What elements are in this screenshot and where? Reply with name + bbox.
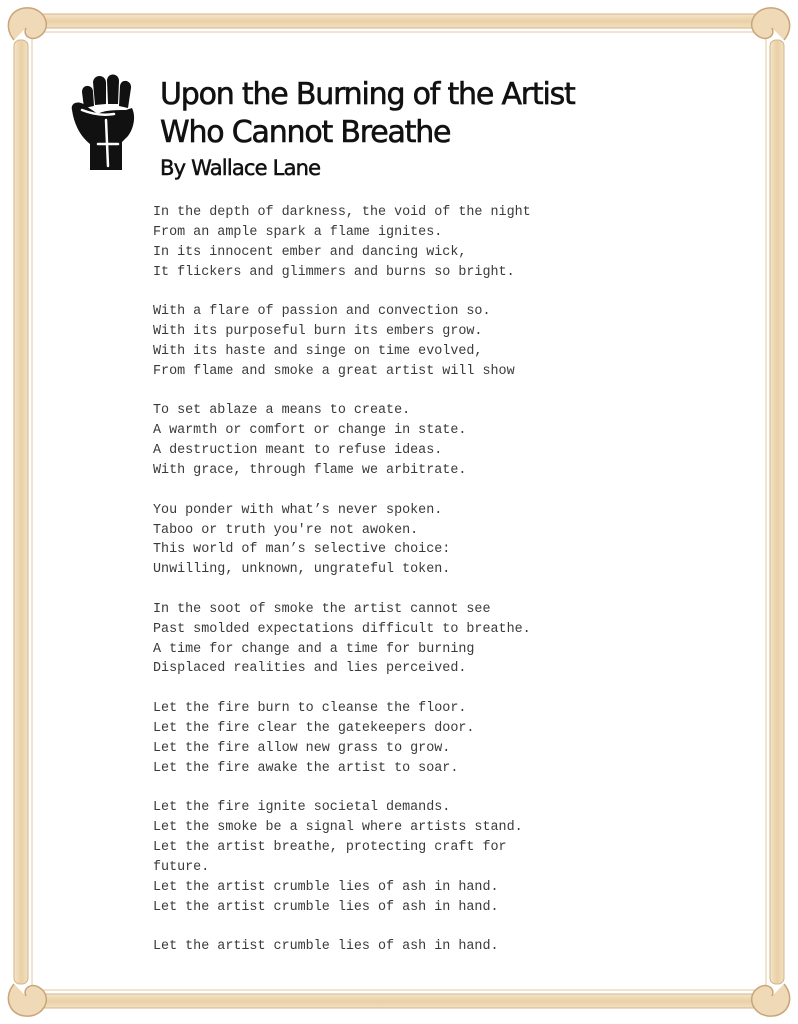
poem-title-line-2: Who Cannot Breathe <box>160 115 451 150</box>
poem-line: Displaced realities and lies perceived. <box>153 661 467 677</box>
poem-line: With its purposeful burn its embers grow. <box>153 324 483 340</box>
poem-line: To set ablaze a means to create. <box>153 403 411 419</box>
poem-line: In the depth of darkness, the void of the night <box>153 205 531 220</box>
poem-line: Let the artist crumble lies of ash in hand. <box>153 879 499 895</box>
poem-body <box>153 203 583 957</box>
poem-line: A warmth or comfort or change in state. <box>153 423 467 439</box>
poem-line: In the soot of smoke the artist cannot see <box>153 601 491 617</box>
poem-line: Let the fire ignite societal demands. <box>153 800 451 816</box>
raised-fist-icon <box>68 70 140 170</box>
poem-line: In its innocent ember and dancing wick, <box>153 244 467 260</box>
poem-line: Let the fire awake the artist to soar. <box>153 760 459 776</box>
poem-stanza <box>153 937 583 957</box>
poem-line: With a flare of passion and convection so. <box>153 304 491 320</box>
poem-line: With grace, through flame we arbitrate. <box>153 462 467 478</box>
title-block <box>160 76 575 182</box>
author-byline: By Wallace Lane <box>160 156 321 180</box>
poem-line: Let the fire clear the gatekeepers door. <box>153 720 475 736</box>
poem-title-line-1: Upon the Burning of the Artist <box>160 77 575 112</box>
poem-stanza <box>153 302 583 381</box>
poem-line: Taboo or truth you're not awoken. <box>153 522 419 538</box>
poem-line: You ponder with what’s never spoken. <box>153 502 443 518</box>
poem-stanza <box>153 798 583 917</box>
poem-line: Past smolded expectations difficult to breathe. <box>153 621 531 637</box>
poem-stanza <box>153 203 583 282</box>
poem-line: From flame and smoke a great artist will show <box>153 363 515 379</box>
poem-line: From an ample spark a flame ignites. <box>153 224 443 240</box>
poem-line: With its haste and singe on time evolved, <box>153 343 483 359</box>
poem-line: A destruction meant to refuse ideas. <box>153 443 443 459</box>
poem-line: Unwilling, unknown, ungrateful token. <box>153 562 451 578</box>
poem-stanza <box>153 699 583 778</box>
poem-line: A time for change and a time for burning <box>153 641 475 657</box>
poem-line: Let the artist crumble lies of ash in hand. <box>153 939 499 955</box>
poem-line: Let the fire burn to cleanse the floor. <box>153 701 467 717</box>
poem-line: This world of man’s selective choice: <box>153 542 451 558</box>
poem-line: Let the fire allow new grass to grow. <box>153 740 451 756</box>
poem-line: It flickers and glimmers and burns so bright. <box>153 264 515 280</box>
poem-line: Let the smoke be a signal where artists stand. <box>153 820 523 836</box>
poem-stanza <box>153 401 583 480</box>
poem-line: Let the artist crumble lies of ash in hand. <box>153 899 499 915</box>
poem-line: future. <box>153 859 210 875</box>
poem-stanza <box>153 600 583 679</box>
poem-stanza <box>153 501 583 580</box>
poem-line: Let the artist breathe, protecting craft for <box>153 840 507 855</box>
